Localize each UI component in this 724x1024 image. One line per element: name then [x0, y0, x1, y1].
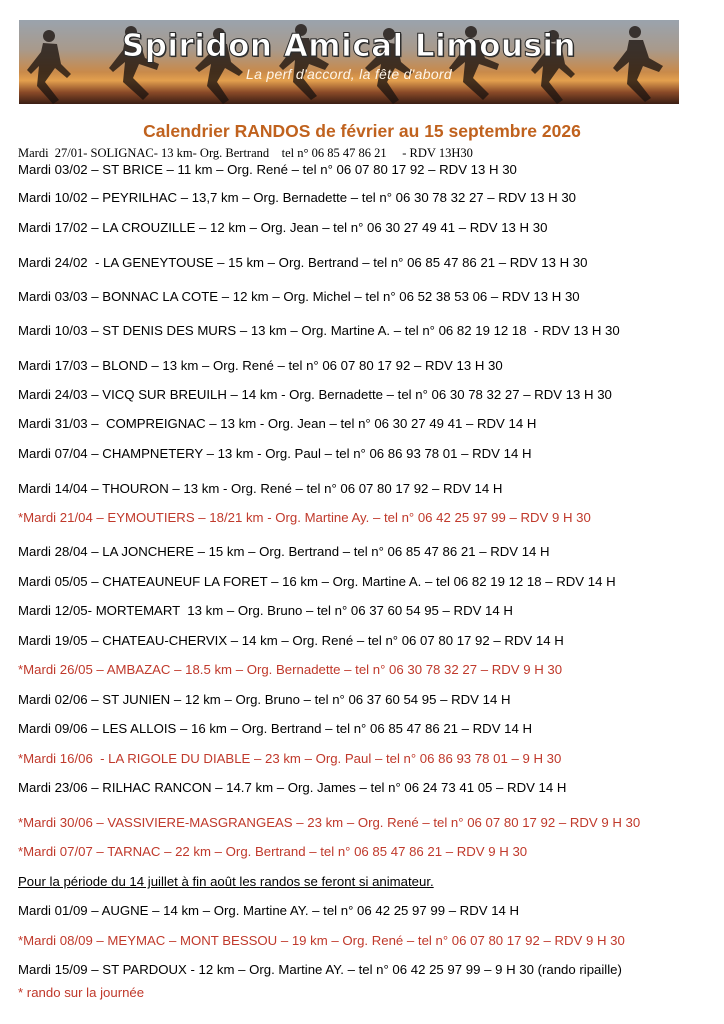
schedule-line-full-day: *Mardi 30/06 – VASSIVIERE-MASGRANGEAS – 23 km – Org. René – tel n° 06 07 80 17 92 – RDV 9 H 30 — [18, 815, 641, 830]
schedule-line: Mardi 10/03 – ST DENIS DES MURS – 13 km – Org. Martine A. – tel n° 06 82 19 12 18 - RDV 13 H 30 — [18, 323, 620, 338]
schedule-line: Mardi 27/01- SOLIGNAC- 13 km- Org. Bertrand tel n° 06 85 47 86 21 - RDV 13H30 — [18, 146, 473, 160]
schedule-line: Mardi 02/06 – ST JUNIEN – 12 km – Org. Bruno – tel n° 06 37 60 54 95 – RDV 14 H — [18, 692, 511, 707]
summer-notice: Pour la période du 14 juillet à fin août les randos se feront si animateur. — [18, 874, 434, 889]
schedule-line: Mardi 19/05 – CHATEAU-CHERVIX – 14 km – Org. René – tel n° 06 07 80 17 92 – RDV 14 H — [18, 633, 564, 648]
header-banner — [19, 20, 679, 104]
schedule-line: Mardi 17/02 – LA CROUZILLE – 12 km – Org. Jean – tel n° 06 30 27 49 41 – RDV 13 H 30 — [18, 220, 548, 235]
schedule-line: Mardi 24/02 - LA GENEYTOUSE – 15 km – Org. Bertrand – tel n° 06 85 47 86 21 – RDV 13 H 30 — [18, 255, 588, 270]
footnote: * rando sur la journée — [18, 985, 145, 1000]
schedule-line: Mardi 15/09 – ST PARDOUX - 12 km – Org. Martine AY. – tel n° 06 42 25 97 99 – 9 H 30 (rando ripaille) — [18, 962, 622, 977]
schedule-line: Mardi 03/02 – ST BRICE – 11 km – Org. René – tel n° 06 07 80 17 92 – RDV 13 H 30 — [18, 162, 517, 177]
schedule-line: Mardi 10/02 – PEYRILHAC – 13,7 km – Org. Bernadette – tel n° 06 30 78 32 27 – RDV 13 H 30 — [18, 190, 577, 205]
schedule-line-full-day: *Mardi 07/07 – TARNAC – 22 km – Org. Bertrand – tel n° 06 85 47 86 21 – RDV 9 H 30 — [18, 844, 528, 859]
schedule-line: Mardi 17/03 – BLOND – 13 km – Org. René – tel n° 06 07 80 17 92 – RDV 13 H 30 — [18, 358, 503, 373]
schedule-line: Mardi 12/05- MORTEMART 13 km – Org. Bruno – tel n° 06 37 60 54 95 – RDV 14 H — [18, 603, 513, 618]
schedule-line: Mardi 24/03 – VICQ SUR BREUILH – 14 km - Org. Bernadette – tel n° 06 30 78 32 27 – RDV 13 H 30 — [18, 387, 612, 402]
schedule-line: Mardi 23/06 – RILHAC RANCON – 14.7 km – Org. James – tel n° 06 24 73 41 05 – RDV 14 H — [18, 780, 567, 795]
schedule-line-full-day: *Mardi 08/09 – MEYMAC – MONT BESSOU – 19 km – Org. René – tel n° 06 07 80 17 92 – RDV 9 H 30 — [18, 933, 625, 948]
club-name: Spiridon Amical Limousin — [121, 28, 577, 64]
schedule-line: Mardi 28/04 – LA JONCHERE – 15 km – Org. Bertrand – tel n° 06 85 47 86 21 – RDV 14 H — [18, 544, 550, 559]
schedule-line: Mardi 07/04 – CHAMPNETERY – 13 km - Org. Paul – tel n° 06 86 93 78 01 – RDV 14 H — [18, 446, 532, 461]
schedule-line: Mardi 14/04 – THOURON – 13 km - Org. René – tel n° 06 07 80 17 92 – RDV 14 H — [18, 481, 503, 496]
schedule-line: Mardi 09/06 – LES ALLOIS – 16 km – Org. Bertrand – tel n° 06 85 47 86 21 – RDV 14 H — [18, 721, 533, 736]
schedule-line-full-day: *Mardi 26/05 – AMBAZAC – 18.5 km – Org. Bernadette – tel n° 06 30 78 32 27 – RDV 9 H 30 — [18, 662, 563, 677]
schedule-line-full-day: *Mardi 16/06 - LA RIGOLE DU DIABLE – 23 km – Org. Paul – tel n° 06 86 93 78 01 – 9 H 30 — [18, 751, 562, 766]
schedule-line: Mardi 31/03 – COMPREIGNAC – 13 km - Org. Jean – tel n° 06 30 27 49 41 – RDV 14 H — [18, 416, 537, 431]
page-title: Calendrier RANDOS de février au 15 septembre 2026 — [143, 121, 581, 141]
schedule-line: Mardi 05/05 – CHATEAUNEUF LA FORET – 16 km – Org. Martine A. – tel 06 82 19 12 18 – RDV 14 H — [18, 574, 616, 589]
schedule-line-full-day: *Mardi 21/04 – EYMOUTIERS – 18/21 km - Org. Martine Ay. – tel n° 06 42 25 97 99 – RDV 9 H 30 — [18, 510, 591, 525]
schedule-line: Mardi 03/03 – BONNAC LA COTE – 12 km – Org. Michel – tel n° 06 52 38 53 06 – RDV 13 H 30 — [18, 289, 580, 304]
club-tagline: La perf d'accord, la fête d'abord — [246, 66, 452, 82]
schedule-line: Mardi 01/09 – AUGNE – 14 km – Org. Martine AY. – tel n° 06 42 25 97 99 – RDV 14 H — [18, 903, 520, 918]
